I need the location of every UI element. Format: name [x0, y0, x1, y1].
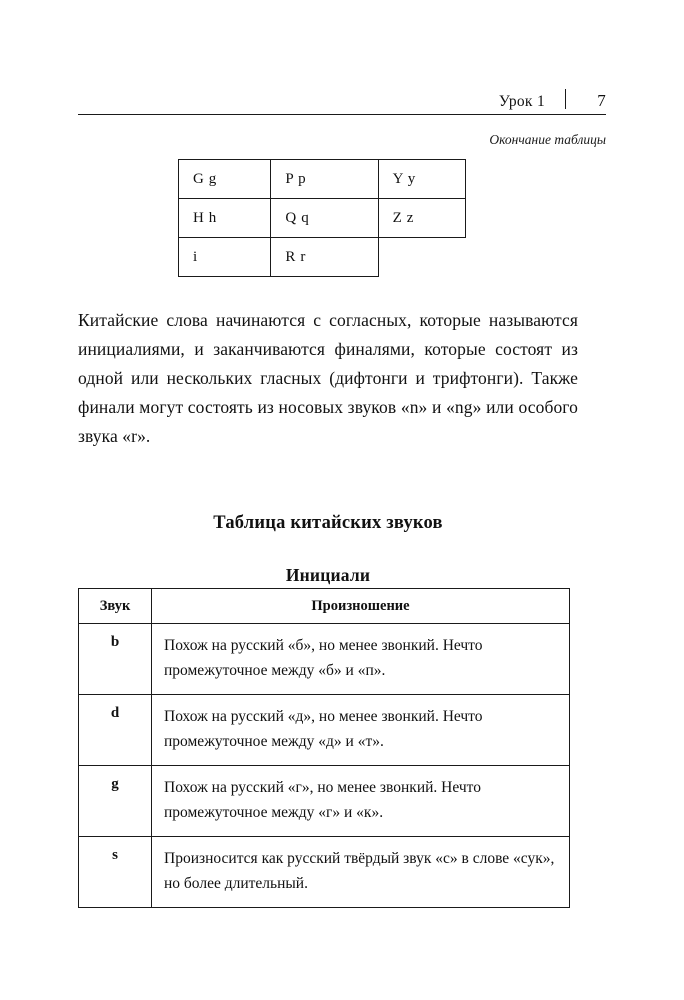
letter-cell: P p — [271, 160, 378, 199]
letter-cell: Q q — [271, 199, 378, 238]
letter-cell: i — [179, 238, 271, 277]
sound-cell: b — [79, 624, 152, 695]
description-cell: Похож на русский «б», но менее звонкий. Нечто промежуточное между «б» и «п». — [152, 624, 570, 695]
running-head — [78, 86, 606, 120]
subsection-heading: Инициали — [285, 564, 371, 585]
table-row — [179, 199, 466, 238]
body-paragraph: Китайские слова начинаются с согласных, которые называются инициалиями, и заканчиваются финалями, которые состоят из одной или нескольких гласных (дифтонги и трифтонги). Также финали могут состоять из носовых звуков «n» и «ng» или особого звука «r». — [78, 309, 578, 446]
letter-cell-empty — [378, 238, 465, 277]
sound-cell: g — [79, 766, 152, 837]
column-header-pronunciation: Произношение — [152, 589, 570, 624]
table-row — [79, 624, 570, 695]
table-row — [179, 238, 466, 277]
letter-cell: H h — [179, 199, 271, 238]
letter-cell: R r — [271, 238, 378, 277]
table-header-row — [79, 589, 570, 624]
header-divider — [565, 89, 566, 109]
letter-cell: Y y — [378, 160, 465, 199]
description-cell: Похож на русский «г», но менее звонкий. Нечто промежуточное между «г» и «к». — [152, 766, 570, 837]
table-row — [79, 837, 570, 908]
table-row — [79, 695, 570, 766]
letter-cell: G g — [179, 160, 271, 199]
column-header-sound: Звук — [79, 589, 152, 624]
page-number: 7 — [597, 91, 606, 110]
description-cell: Произносится как русский твёрдый звук «с» в слове «сук», но более длительный. — [152, 837, 570, 908]
letter-cell: Z z — [378, 199, 465, 238]
lesson-label: Урок 1 — [498, 93, 545, 110]
sound-cell: d — [79, 695, 152, 766]
section-heading: Таблица китайских звуков — [213, 513, 443, 534]
sounds-table — [78, 588, 570, 908]
header-rule — [78, 114, 606, 115]
letters-table — [178, 159, 466, 277]
sound-cell: s — [79, 837, 152, 908]
table-row — [179, 160, 466, 199]
description-cell: Похож на русский «д», но менее звонкий. Нечто промежуточное между «д» и «т». — [152, 695, 570, 766]
table-continuation-note: Окончание таблицы — [489, 132, 606, 147]
table-row — [79, 766, 570, 837]
